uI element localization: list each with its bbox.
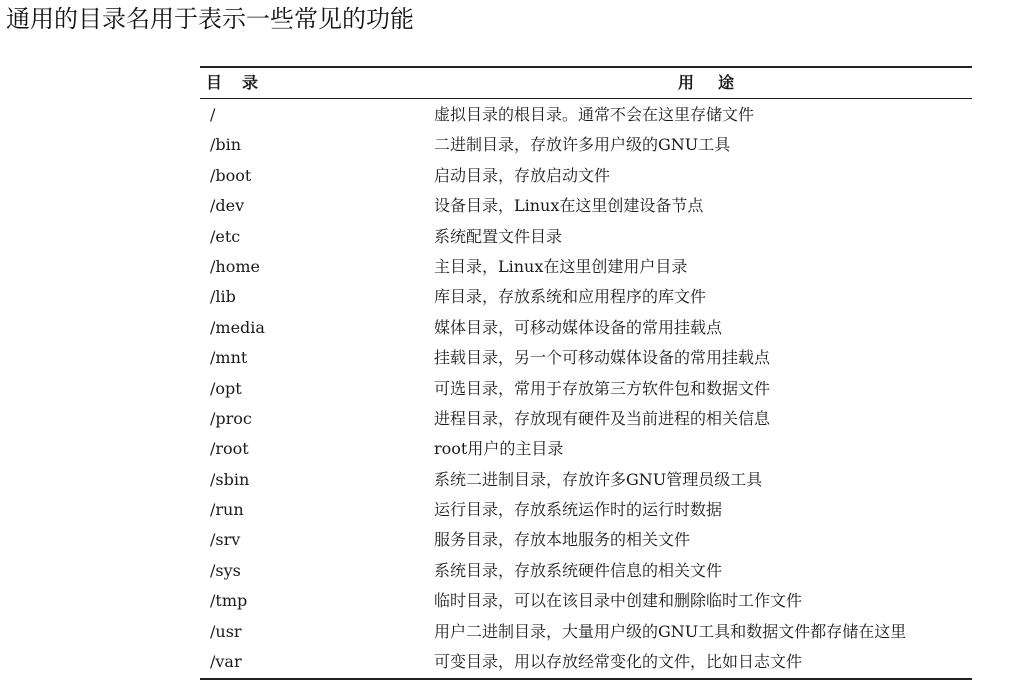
cell-purpose: 系统二进制目录，存放许多GNU管理员级工具 [434, 469, 763, 489]
cell-directory: / [210, 105, 216, 124]
cell-purpose: 媒体目录，可移动媒体设备的常用挂载点 [434, 317, 723, 337]
table-row [200, 222, 972, 252]
cell-purpose: 二进制目录，存放许多用户级的GNU工具 [434, 135, 731, 155]
cell-directory: /usr [210, 621, 242, 641]
table-row [200, 647, 972, 677]
cell-directory: /run [210, 500, 244, 520]
table-bottom-rule [200, 678, 972, 680]
cell-directory: /sys [210, 560, 241, 580]
cell-directory: /home [210, 256, 260, 276]
cell-purpose: 设备目录，Linux在这里创建设备节点 [434, 196, 704, 216]
cell-purpose: 进程目录，存放现有硬件及当前进程的相关信息 [434, 408, 771, 428]
header-purpose: 用途 [678, 73, 759, 92]
cell-directory: /lib [210, 287, 236, 307]
table-row [200, 525, 972, 555]
cell-purpose: 虚拟目录的根目录。通常不会在这里存储文件 [434, 105, 755, 124]
cell-directory: /bin [210, 135, 242, 155]
cell-directory: /var [210, 652, 242, 672]
directory-table [200, 66, 972, 680]
table-row [200, 161, 972, 191]
cell-purpose: 可变目录，用以存放经常变化的文件，比如日志文件 [434, 652, 803, 672]
cell-directory: /boot [210, 165, 252, 185]
table-row [200, 191, 972, 221]
table-row [200, 434, 972, 464]
cell-directory: /proc [210, 408, 252, 428]
table-row [200, 343, 972, 373]
cell-directory: /dev [210, 196, 245, 216]
table-header-row [200, 68, 972, 98]
cell-purpose: 主目录，Linux在这里创建用户目录 [434, 256, 688, 276]
cell-purpose: 挂载目录，另一个可移动媒体设备的常用挂载点 [434, 348, 771, 368]
table-row [200, 100, 972, 130]
cell-directory: /mnt [210, 348, 248, 368]
table-row [200, 495, 972, 525]
cell-purpose: 启动目录，存放启动文件 [434, 165, 611, 185]
cell-purpose: 系统目录，存放系统硬件信息的相关文件 [434, 560, 723, 580]
table-body [200, 99, 972, 678]
cell-purpose: root用户的主目录 [434, 439, 564, 459]
cell-purpose: 用户二进制目录，大量用户级的GNU工具和数据文件都存储在这里 [434, 621, 907, 641]
cell-purpose: 系统配置文件目录 [434, 226, 563, 246]
header-directory: 目录 [206, 73, 279, 92]
table-row [200, 282, 972, 312]
page-heading: 通用的目录名用于表示一些常见的功能 [6, 5, 414, 33]
cell-purpose: 服务目录，存放本地服务的相关文件 [434, 530, 691, 550]
table-row [200, 556, 972, 586]
cell-directory: /tmp [210, 591, 248, 611]
cell-directory: /srv [210, 530, 241, 550]
table-row [200, 586, 972, 616]
cell-purpose: 临时目录，可以在该目录中创建和删除临时工作文件 [434, 591, 803, 611]
table-row [200, 374, 972, 404]
cell-directory: /media [210, 317, 265, 337]
table-row [200, 313, 972, 343]
cell-directory: /root [210, 439, 249, 459]
cell-directory: /etc [210, 226, 241, 246]
cell-directory: /opt [210, 378, 242, 398]
cell-purpose: 运行目录，存放系统运作时的运行时数据 [434, 500, 723, 520]
cell-purpose: 库目录，存放系统和应用程序的库文件 [434, 287, 707, 307]
table-row [200, 617, 972, 647]
table-row [200, 252, 972, 282]
cell-purpose: 可选目录，常用于存放第三方软件包和数据文件 [434, 378, 771, 398]
table-row [200, 404, 972, 434]
cell-directory: /sbin [210, 469, 250, 489]
table-row [200, 130, 972, 160]
table-row [200, 465, 972, 495]
